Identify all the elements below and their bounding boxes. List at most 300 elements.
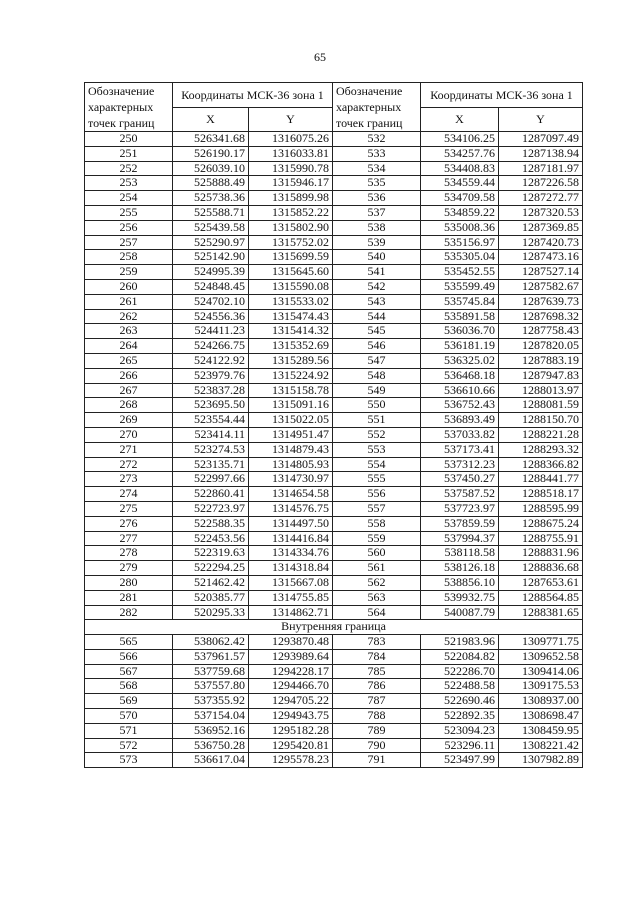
x-value: 523135.71 [173,457,249,472]
y-value: 1287320.53 [499,205,583,220]
table-row [85,590,583,605]
y-value: 1295420.81 [249,738,333,753]
x-header-right: X [421,107,499,132]
x-value: 535452.55 [421,265,499,280]
y-value: 1288366.82 [499,457,583,472]
y-value: 1287272.77 [499,191,583,206]
x-value: 523837.28 [173,383,249,398]
coords-label-header-right: Координаты МСК-36 зона 1 [421,83,583,108]
x-value: 537859.59 [421,516,499,531]
x-value: 524702.10 [173,294,249,309]
table-row [85,353,583,368]
point-id: 269 [85,413,173,428]
y-value: 1288595.99 [499,501,583,516]
y-value: 1314805.93 [249,457,333,472]
x-value: 522690.46 [421,694,499,709]
x-value: 536036.70 [421,324,499,339]
y-value: 1314730.97 [249,472,333,487]
table-row [85,531,583,546]
inner-boundary-rows [85,635,583,768]
y-value: 1287758.43 [499,324,583,339]
x-value: 526039.10 [173,161,249,176]
table-row [85,472,583,487]
y-value: 1288831.96 [499,546,583,561]
x-value: 538126.18 [421,561,499,576]
x-value: 523414.11 [173,427,249,442]
x-value: 534559.44 [421,176,499,191]
point-label-header: Обозначение характерных точек границ [85,83,173,132]
x-value: 535305.04 [421,250,499,265]
point-id: 559 [333,531,421,546]
y-value: 1287883.19 [499,353,583,368]
x-value: 524995.39 [173,265,249,280]
point-id: 790 [333,738,421,753]
x-value: 521462.42 [173,575,249,590]
y-header: Y [249,107,333,132]
x-value: 536468.18 [421,368,499,383]
y-value: 1288564.85 [499,590,583,605]
point-id: 560 [333,546,421,561]
x-value: 522892.35 [421,709,499,724]
point-id: 254 [85,191,173,206]
x-value: 536610.66 [421,383,499,398]
y-value: 1315946.17 [249,176,333,191]
point-id: 275 [85,501,173,516]
table-row [85,368,583,383]
point-id: 558 [333,516,421,531]
x-value: 536325.02 [421,353,499,368]
point-id: 564 [333,605,421,620]
point-id: 784 [333,649,421,664]
table-row [85,649,583,664]
table-row [85,265,583,280]
point-id: 273 [85,472,173,487]
point-id: 554 [333,457,421,472]
x-value: 523497.99 [421,753,499,768]
y-value: 1309414.06 [499,664,583,679]
y-value: 1287138.94 [499,146,583,161]
point-id: 537 [333,205,421,220]
point-id: 553 [333,442,421,457]
point-id: 542 [333,279,421,294]
point-id: 787 [333,694,421,709]
point-id: 257 [85,235,173,250]
y-value: 1287097.49 [499,132,583,147]
point-id: 569 [85,694,173,709]
x-value: 523554.44 [173,413,249,428]
table-row [85,575,583,590]
y-value: 1308221.42 [499,738,583,753]
y-value: 1315645.60 [249,265,333,280]
x-value: 535745.84 [421,294,499,309]
table-row [85,398,583,413]
x-value: 522588.35 [173,516,249,531]
y-value: 1315474.43 [249,309,333,324]
y-value: 1315158.78 [249,383,333,398]
point-id: 267 [85,383,173,398]
table-row [85,457,583,472]
x-value: 524556.36 [173,309,249,324]
y-value: 1315899.98 [249,191,333,206]
y-value: 1293870.48 [249,635,333,650]
point-id: 272 [85,457,173,472]
point-id: 279 [85,561,173,576]
point-id: 539 [333,235,421,250]
point-id: 544 [333,309,421,324]
y-value: 1288381.65 [499,605,583,620]
point-id: 557 [333,501,421,516]
point-id: 255 [85,205,173,220]
y-value: 1288755.91 [499,531,583,546]
x-value: 537154.04 [173,709,249,724]
x-value: 525888.49 [173,176,249,191]
table-row [85,753,583,768]
point-id: 789 [333,723,421,738]
point-id: 573 [85,753,173,768]
y-value: 1314416.84 [249,531,333,546]
point-id: 264 [85,339,173,354]
y-value: 1315533.02 [249,294,333,309]
point-id: 783 [333,635,421,650]
table-row [85,413,583,428]
x-value: 536181.19 [421,339,499,354]
x-value: 523094.23 [421,723,499,738]
x-value: 522294.25 [173,561,249,576]
point-label-header-right: Обозначение характерных точек границ [333,83,421,132]
x-value: 522084.82 [421,649,499,664]
y-value: 1288150.70 [499,413,583,428]
x-value: 536893.49 [421,413,499,428]
point-id: 260 [85,279,173,294]
x-value: 525588.71 [173,205,249,220]
x-value: 524848.45 [173,279,249,294]
point-id: 786 [333,679,421,694]
outer-boundary-rows [85,132,583,620]
table-row [85,501,583,516]
table-row [85,294,583,309]
point-id: 276 [85,516,173,531]
y-value: 1287947.83 [499,368,583,383]
page-number: 65 [314,50,326,64]
x-value: 536617.04 [173,753,249,768]
point-id: 281 [85,590,173,605]
point-id: 547 [333,353,421,368]
y-value: 1315699.59 [249,250,333,265]
y-value: 1315752.02 [249,235,333,250]
point-id: 263 [85,324,173,339]
point-id: 258 [85,250,173,265]
point-id: 545 [333,324,421,339]
y-value: 1294228.17 [249,664,333,679]
table-row [85,546,583,561]
point-id: 261 [85,294,173,309]
point-id: 280 [85,575,173,590]
y-value: 1287820.05 [499,339,583,354]
x-value: 523296.11 [421,738,499,753]
point-id: 562 [333,575,421,590]
y-value: 1315990.78 [249,161,333,176]
y-value: 1309652.58 [499,649,583,664]
x-value: 524266.75 [173,339,249,354]
point-id: 541 [333,265,421,280]
point-id: 551 [333,413,421,428]
point-id: 566 [85,649,173,664]
table-row [85,442,583,457]
x-value: 525738.36 [173,191,249,206]
y-value: 1315091.16 [249,398,333,413]
y-value: 1288836.68 [499,561,583,576]
point-id: 570 [85,709,173,724]
y-value: 1315802.90 [249,220,333,235]
x-value: 526190.17 [173,146,249,161]
y-value: 1307982.89 [499,753,583,768]
x-value: 522723.97 [173,501,249,516]
point-id: 549 [333,383,421,398]
x-value: 534859.22 [421,205,499,220]
y-value: 1287698.32 [499,309,583,324]
x-value: 525290.97 [173,235,249,250]
table-row [85,235,583,250]
point-id: 788 [333,709,421,724]
table-row [85,561,583,576]
table-row [85,635,583,650]
x-value: 537759.68 [173,664,249,679]
y-value: 1293989.64 [249,649,333,664]
x-value: 538118.58 [421,546,499,561]
y-value: 1287473.16 [499,250,583,265]
y-value: 1295578.23 [249,753,333,768]
y-value: 1315852.22 [249,205,333,220]
y-value: 1287527.14 [499,265,583,280]
x-value: 520295.33 [173,605,249,620]
table-row [85,516,583,531]
x-value: 524122.92 [173,353,249,368]
point-id: 543 [333,294,421,309]
x-value: 536750.28 [173,738,249,753]
x-value: 537994.37 [421,531,499,546]
point-id: 561 [333,561,421,576]
y-value: 1315590.08 [249,279,333,294]
x-value: 522860.41 [173,487,249,502]
x-value: 522997.66 [173,472,249,487]
x-value: 537723.97 [421,501,499,516]
x-value: 537961.57 [173,649,249,664]
x-value: 522286.70 [421,664,499,679]
table-row [85,679,583,694]
y-value: 1287226.58 [499,176,583,191]
y-value: 1314318.84 [249,561,333,576]
point-id: 565 [85,635,173,650]
point-id: 274 [85,487,173,502]
point-id: 536 [333,191,421,206]
y-value: 1287653.61 [499,575,583,590]
x-value: 534106.25 [421,132,499,147]
point-id: 568 [85,679,173,694]
x-value: 538062.42 [173,635,249,650]
x-value: 537557.80 [173,679,249,694]
y-value: 1295182.28 [249,723,333,738]
point-id: 532 [333,132,421,147]
point-id: 540 [333,250,421,265]
y-value: 1288293.32 [499,442,583,457]
point-id: 533 [333,146,421,161]
y-value: 1314497.50 [249,516,333,531]
point-id: 534 [333,161,421,176]
x-value: 520385.77 [173,590,249,605]
y-value: 1294943.75 [249,709,333,724]
inner-section-title: Внутренняя граница [85,620,583,635]
point-id: 535 [333,176,421,191]
point-id: 266 [85,368,173,383]
x-value: 536952.16 [173,723,249,738]
x-value: 535156.97 [421,235,499,250]
point-id: 259 [85,265,173,280]
x-value: 524411.23 [173,324,249,339]
point-id: 262 [85,309,173,324]
x-value: 526341.68 [173,132,249,147]
y-value: 1314334.76 [249,546,333,561]
x-value: 523695.50 [173,398,249,413]
y-value: 1288441.77 [499,472,583,487]
x-value: 536752.43 [421,398,499,413]
x-value: 522319.63 [173,546,249,561]
table-row [85,339,583,354]
table-row [85,427,583,442]
point-id: 277 [85,531,173,546]
point-id: 556 [333,487,421,502]
x-value: 538856.10 [421,575,499,590]
x-value: 521983.96 [421,635,499,650]
table-row [85,220,583,235]
x-value: 537312.23 [421,457,499,472]
point-id: 278 [85,546,173,561]
section-title-row [85,620,583,635]
point-id: 546 [333,339,421,354]
x-value: 523979.76 [173,368,249,383]
point-id: 268 [85,398,173,413]
y-value: 1288675.24 [499,516,583,531]
point-id: 252 [85,161,173,176]
table-row [85,161,583,176]
point-id: 791 [333,753,421,768]
y-value: 1287582.67 [499,279,583,294]
point-id: 538 [333,220,421,235]
x-value: 540087.79 [421,605,499,620]
point-id: 270 [85,427,173,442]
y-value: 1314654.58 [249,487,333,502]
table-row [85,383,583,398]
table-row [85,191,583,206]
x-value: 525142.90 [173,250,249,265]
table-row [85,132,583,147]
table-row [85,279,583,294]
x-value: 535008.36 [421,220,499,235]
point-id: 251 [85,146,173,161]
table-row [85,146,583,161]
table-row [85,664,583,679]
y-value: 1314879.43 [249,442,333,457]
table-row [85,487,583,502]
x-value: 534257.76 [421,146,499,161]
x-value: 535599.49 [421,279,499,294]
y-value: 1314951.47 [249,427,333,442]
table-header-row [85,83,583,108]
table-row [85,324,583,339]
x-value: 534408.83 [421,161,499,176]
y-value: 1288221.28 [499,427,583,442]
table-row [85,309,583,324]
coordinates-table [84,82,583,768]
y-value: 1314576.75 [249,501,333,516]
point-id: 567 [85,664,173,679]
y-value: 1287420.73 [499,235,583,250]
y-value: 1287181.97 [499,161,583,176]
point-id: 265 [85,353,173,368]
x-value: 537587.52 [421,487,499,502]
y-value: 1308459.95 [499,723,583,738]
x-value: 522488.58 [421,679,499,694]
y-value: 1315022.05 [249,413,333,428]
point-id: 282 [85,605,173,620]
y-value: 1314862.71 [249,605,333,620]
y-value: 1287639.73 [499,294,583,309]
table-row [85,738,583,753]
x-value: 537173.41 [421,442,499,457]
coords-label-header: Координаты МСК-36 зона 1 [173,83,333,108]
y-value: 1287369.85 [499,220,583,235]
point-id: 571 [85,723,173,738]
x-value: 523274.53 [173,442,249,457]
point-id: 552 [333,427,421,442]
y-value: 1288081.59 [499,398,583,413]
table-row [85,205,583,220]
point-id: 250 [85,132,173,147]
inner-section [85,620,583,635]
y-value: 1316075.26 [249,132,333,147]
point-id: 785 [333,664,421,679]
point-id: 256 [85,220,173,235]
table-row [85,694,583,709]
y-value: 1288518.17 [499,487,583,502]
point-id: 550 [333,398,421,413]
x-value: 537450.27 [421,472,499,487]
x-value: 522453.56 [173,531,249,546]
y-value: 1308698.47 [499,709,583,724]
y-value: 1294466.70 [249,679,333,694]
y-value: 1315289.56 [249,353,333,368]
point-id: 572 [85,738,173,753]
y-value: 1315667.08 [249,575,333,590]
x-value: 539932.75 [421,590,499,605]
y-value: 1315224.92 [249,368,333,383]
point-id: 548 [333,368,421,383]
x-value: 537033.82 [421,427,499,442]
y-value: 1315414.32 [249,324,333,339]
x-header: X [173,107,249,132]
x-value: 535891.58 [421,309,499,324]
y-value: 1308937.00 [499,694,583,709]
y-value: 1309771.75 [499,635,583,650]
table-row [85,723,583,738]
table-row [85,605,583,620]
point-id: 555 [333,472,421,487]
y-header-right: Y [499,107,583,132]
x-value: 534709.58 [421,191,499,206]
table-row [85,176,583,191]
table-row [85,250,583,265]
y-value: 1309175.53 [499,679,583,694]
y-value: 1288013.97 [499,383,583,398]
